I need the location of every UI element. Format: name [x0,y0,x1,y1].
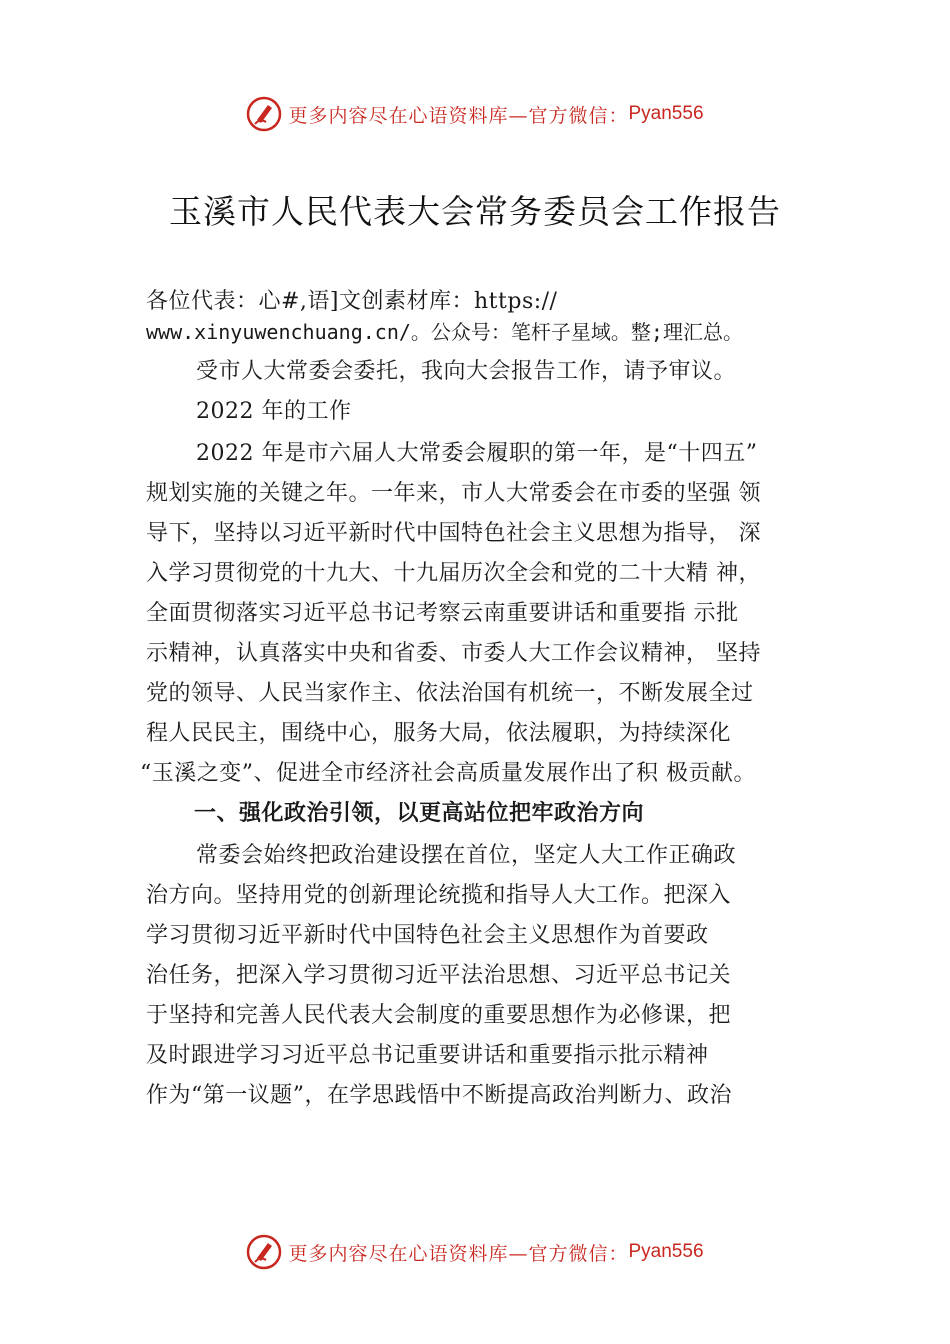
banner-text: 更多内容尽在心语资料库—官方微信： [288,104,629,127]
body-line: 于坚持和完善人民代表大会制度的重要思想作为必修课，把 [146,1003,732,1028]
body-line: 规划实施的关键之年。一年来，市人大常委会在市委的坚强 领 [146,481,761,506]
body-line: 示精神，认真落实中央和省委、市委人大工作会议精神， 坚持 [146,641,761,666]
body-line: 治任务，把深入学习贯彻习近平法治思想、习近平总书记关 [146,963,732,988]
body-line: 2022 年是市六届人大常委会履职的第一年，是“十四五” [196,441,758,466]
brand-logo-icon [246,1234,282,1270]
body-line: “玉溪之变”、促进全市经济社会高质量发展作出了积 极贡献。 [140,761,756,786]
body-line: 党的领导、人民当家作主、依法治国有机统一，不断发展全过 [146,681,754,706]
banner-text: 更多内容尽在心语资料库—官方微信： [288,1242,629,1265]
body-line: 受市人大常委会委托，我向大会报告工作，请予审议。 [196,359,737,384]
body-line: 全面贯彻落实习近平总书记考察云南重要讲话和重要指 示批 [146,601,739,626]
brand-logo-icon [246,96,282,132]
body-line: 及时跟进学习习近平总书记重要讲话和重要指示批示精神 [146,1043,709,1068]
body-line: 导下，坚持以习近平新时代中国特色社会主义思想为指导， 深 [146,521,761,546]
body-line: www.xinyuwenchuang.cn/。公众号：笔杆子星域。整;理汇总。 [146,320,743,344]
header-banner [0,94,950,134]
body-line: 学习贯彻习近平新时代中国特色社会主义思想作为首要政 [146,923,709,948]
section-heading: 一、强化政治引领，以更高站位把牢政治方向 [194,801,645,826]
body-line: 治方向。坚持用党的创新理论统揽和指导人大工作。把深入 [146,883,732,908]
body-line: 作为“第一议题”，在学思践悟中不断提高政治判断力、政治 [146,1083,732,1108]
document-title: 玉溪市人民代表大会常务委员会工作报告 [169,192,781,231]
banner-wechat-id: Pyan556 [628,1241,704,1262]
body-line: 程人民民主，围绕中心，服务大局，依法履职，为持续深化 [146,721,732,746]
body-line: 各位代表：心#,语]文创素材库：https:// [146,289,558,314]
body-line: 入学习贯彻党的十九大、十九届历次全会和党的二十大精 神， [146,561,761,586]
body-line: 常委会始终把政治建设摆在首位，坚定人大工作正确政 [196,843,737,868]
section-heading: 2022 年的工作 [196,399,352,424]
banner-wechat-id: Pyan556 [628,103,704,124]
footer-banner [0,1232,950,1272]
